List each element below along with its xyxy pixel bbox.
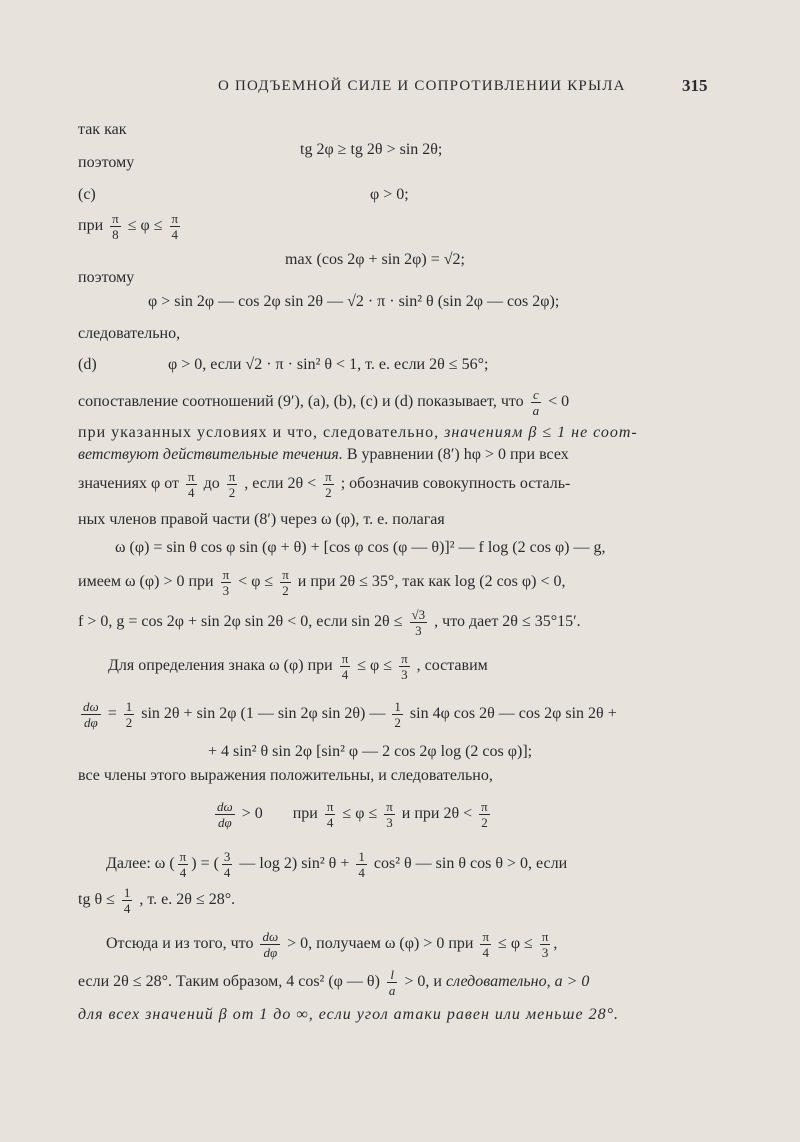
formula: φ > 0, если √2 · π · sin² θ < 1, т. е. если 2θ ≤ 56°; xyxy=(168,356,489,373)
text: и при 2θ < xyxy=(401,805,473,823)
fraction xyxy=(178,850,189,879)
denominator: 4 xyxy=(223,865,231,880)
text-line xyxy=(78,212,183,241)
fraction xyxy=(480,930,491,959)
numerator: dω xyxy=(217,799,233,814)
denominator: a xyxy=(388,983,396,998)
text-line xyxy=(78,470,570,499)
fraction xyxy=(392,700,403,729)
formula: max (cos 2φ + sin 2φ) = √2; xyxy=(285,251,465,268)
fraction xyxy=(540,930,551,959)
text-line: все члены этого выражения положительны, и следовательно, xyxy=(78,767,493,784)
numerator: π xyxy=(188,469,195,484)
denominator: a xyxy=(532,403,540,418)
text-line xyxy=(78,388,569,417)
numerator: π xyxy=(386,799,393,814)
inequality: > 0 xyxy=(241,805,263,823)
denominator: 2 xyxy=(394,715,401,730)
inequality: < 0 xyxy=(548,393,570,411)
fraction xyxy=(227,470,238,499)
denominator: 3 xyxy=(222,583,230,598)
fraction xyxy=(399,652,410,681)
denominator: 2 xyxy=(325,485,332,500)
text: — log 2 xyxy=(239,855,292,873)
inequality: ≤ φ ≤ xyxy=(357,657,393,675)
numerator: 1 xyxy=(123,885,131,900)
formula: ω (φ) = sin θ cos φ sin (φ + θ) + [cos φ cos (φ — θ)]² — f log (2 cos φ) — g, xyxy=(115,539,606,556)
inequality: < φ ≤ xyxy=(238,573,274,591)
denominator: 4 xyxy=(358,865,365,880)
numerator: c xyxy=(531,388,542,403)
fraction xyxy=(260,930,280,959)
numerator: √3 xyxy=(411,607,426,622)
formula: + 4 sin² θ sin 2φ [sin² φ — 2 cos 2φ log (2 cos φ)]; xyxy=(208,743,533,760)
numerator: π xyxy=(541,929,549,944)
text: если 2θ ≤ 28°. Таким образом, 4 cos² (φ — θ) xyxy=(78,973,380,991)
italic-text: значениям β ≤ 1 не соот- xyxy=(444,424,638,441)
numerator: π xyxy=(481,799,488,814)
denominator: dφ xyxy=(217,815,232,830)
fraction xyxy=(222,850,233,879)
formula: Далее: ω ( $\frac{\pi}{4}$ ) = ( $\frac{3}{4}$ — log 2) sin² θ + $\frac{1}{4}$ cos² θ — sin θ cos θ > 0, если xyxy=(106,849,568,880)
denominator: 4 xyxy=(123,901,131,916)
italic-text: следовательно, a > 0 xyxy=(446,973,590,991)
text-line: ных членов правой части (8′) через ω (φ), т. е. полагая xyxy=(78,511,445,528)
fraction xyxy=(410,608,428,637)
fraction xyxy=(186,470,197,499)
text-line: для всех значений β от 1 до ∞, если угол атаки равен или меньше 28°. xyxy=(78,1006,619,1023)
text-line xyxy=(78,968,589,997)
text: имеем ω (φ) > 0 при xyxy=(78,573,214,591)
numerator: l xyxy=(387,968,398,983)
numerator: 1 xyxy=(125,699,133,714)
denominator: 2 xyxy=(481,815,488,830)
text: sin² θ + xyxy=(301,855,350,873)
word-pri: при xyxy=(78,217,104,235)
numerator: dω xyxy=(83,699,99,714)
text: tg θ ≤ xyxy=(78,891,115,909)
formula xyxy=(78,700,617,729)
text-line: поэтому xyxy=(78,269,135,286)
denominator: 2 xyxy=(282,583,289,598)
text-line xyxy=(78,423,638,443)
denominator: 4 xyxy=(341,667,349,682)
text-line xyxy=(78,568,565,597)
inequality: ≤ φ ≤ xyxy=(127,217,163,235)
text: сопоставление соотношений (9′), (a), (b), (c) и (d) показывает, что xyxy=(78,393,524,411)
fraction xyxy=(384,800,395,829)
formula: φ > sin 2φ — cos 2φ sin 2θ — √2 · π · sin² θ (sin 2φ — cos 2φ); xyxy=(148,293,560,310)
denominator: 2 xyxy=(228,485,236,500)
denominator: 4 xyxy=(326,815,334,830)
fraction xyxy=(170,212,181,241)
fraction xyxy=(387,968,398,997)
numerator: π xyxy=(482,929,490,944)
text: при указанных условиях и что, следовательно, xyxy=(78,424,440,441)
numerator: 1 xyxy=(394,699,401,714)
denominator: 4 xyxy=(171,227,179,242)
text: значениях φ от xyxy=(78,475,179,493)
text: , если 2θ < xyxy=(244,475,317,493)
text: при xyxy=(292,805,318,823)
text: sin 2θ + sin 2φ (1 — sin 2φ sin 2θ) — xyxy=(141,705,386,723)
fraction xyxy=(356,850,367,879)
fraction xyxy=(531,388,542,417)
formula xyxy=(212,800,493,829)
text: sin 4φ cos 2θ — cos 2φ sin 2θ + xyxy=(409,705,617,723)
numerator: π xyxy=(112,211,119,226)
denominator: 3 xyxy=(401,667,408,682)
text: , т. е. 2θ ≤ 28°. xyxy=(139,891,236,909)
fraction xyxy=(124,700,135,729)
text-line xyxy=(78,608,581,637)
formula xyxy=(78,886,235,915)
fraction xyxy=(325,800,336,829)
italic-text: ветствуют действительные течения. xyxy=(78,446,343,463)
page-number: 315 xyxy=(682,76,708,95)
numerator: π xyxy=(228,469,236,484)
fraction xyxy=(122,886,133,915)
text: f > 0, g = cos 2φ + sin 2φ sin 2θ < 0, если sin 2θ ≤ xyxy=(78,613,403,631)
denominator: dφ xyxy=(83,715,98,730)
numerator: π xyxy=(325,469,332,484)
text: ; обозначив совокупность осталь- xyxy=(340,475,571,493)
text: и при 2θ ≤ 35°, так как log (2 cos φ) < 0, xyxy=(297,573,566,591)
numerator: π xyxy=(326,799,334,814)
denominator: 4 xyxy=(188,485,195,500)
fraction xyxy=(215,800,235,829)
equals: = xyxy=(107,705,117,723)
numerator: π xyxy=(341,651,349,666)
denominator: 3 xyxy=(386,815,393,830)
text: cos² θ — sin θ cos θ > 0, если xyxy=(373,855,568,873)
text: Далее: ω xyxy=(106,855,166,873)
text: , что дает 2θ ≤ 35°15′. xyxy=(434,613,581,631)
equation-label: (d) xyxy=(78,356,97,373)
fraction xyxy=(81,700,101,729)
denominator: 3 xyxy=(415,623,422,638)
numerator: 1 xyxy=(358,849,365,864)
numerator: π xyxy=(282,567,289,582)
text: > 0, получаем ω (φ) > 0 при xyxy=(287,935,474,953)
formula: tg 2φ ≥ tg 2θ > sin 2θ; xyxy=(300,141,443,158)
text-line: Отсюда и из того, что $\frac{d\omega}{d\varphi}$ > 0, получаем ω (φ) > 0 при $\frac{\pi}{4}$ ≤ φ ≤ $\frac{\pi}{3}$ , xyxy=(106,929,558,960)
denominator: 3 xyxy=(541,945,549,960)
text-line: поэтому xyxy=(78,154,135,171)
equation-label: (c) xyxy=(78,186,96,203)
denominator: 4 xyxy=(482,945,489,960)
numerator: 3 xyxy=(223,849,231,864)
numerator: π xyxy=(222,567,230,582)
text: > 0, и xyxy=(404,973,442,991)
fraction xyxy=(280,568,291,597)
formula: φ > 0; xyxy=(370,186,409,203)
numerator: dω xyxy=(262,929,279,944)
text: В уравнении (8′) hφ > 0 при всех xyxy=(346,446,569,463)
denominator: 8 xyxy=(112,227,119,242)
text: до xyxy=(203,475,220,493)
denominator: dφ xyxy=(263,945,278,960)
inequality: ≤ φ ≤ xyxy=(342,805,378,823)
numerator: π xyxy=(171,211,179,226)
text-line xyxy=(108,652,488,681)
denominator: 4 xyxy=(179,865,187,880)
text: Для определения знака ω (φ) при xyxy=(108,657,333,675)
fraction xyxy=(479,800,490,829)
text-line: так как xyxy=(78,121,127,138)
text: , составим xyxy=(416,657,488,675)
fraction xyxy=(340,652,351,681)
fraction xyxy=(110,212,121,241)
numerator: π xyxy=(401,651,408,666)
running-title: О ПОДЪЕМНОЙ СИЛЕ И СОПРОТИВЛЕНИИ КРЫЛА xyxy=(218,78,626,94)
numerator: π xyxy=(179,849,187,864)
text-line: следовательно, xyxy=(78,325,181,342)
fraction xyxy=(221,568,232,597)
fraction xyxy=(323,470,334,499)
inequality: ≤ φ ≤ xyxy=(498,935,533,953)
denominator: 2 xyxy=(125,715,133,730)
text: Отсюда и из того, что xyxy=(106,935,254,953)
text-line xyxy=(78,445,569,465)
